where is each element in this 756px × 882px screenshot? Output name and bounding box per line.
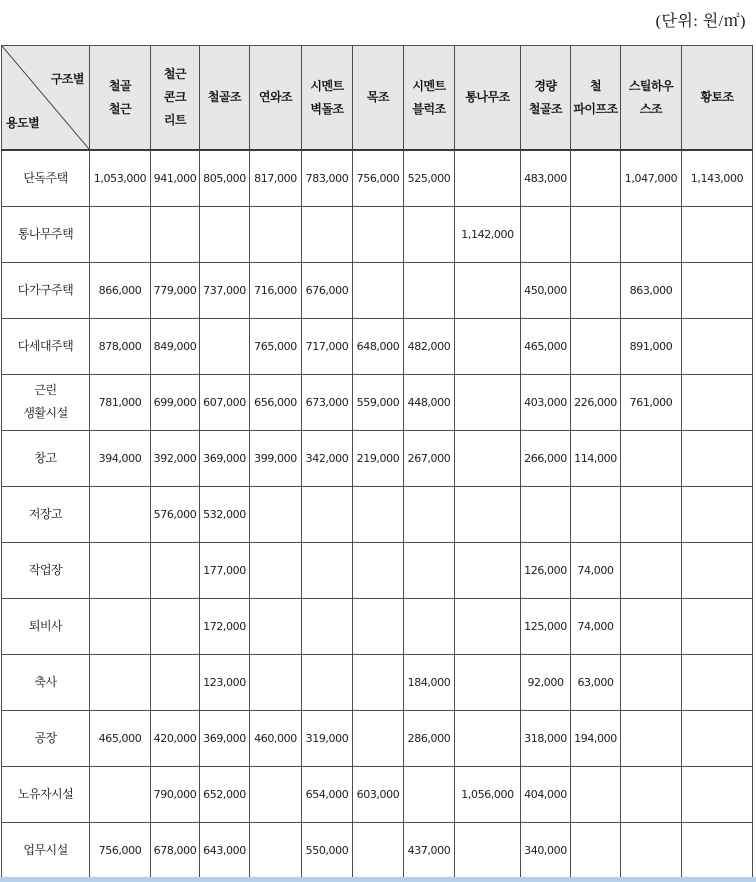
column-header-steel-house: 스틸하우 스조 [621,46,682,151]
table-row [2,542,753,598]
value-cell [571,262,621,318]
value-cell: 404,000 [521,766,571,822]
value-cell [353,486,404,542]
value-cell [455,598,521,654]
value-cell [571,486,621,542]
value-cell: 74,000 [571,598,621,654]
value-cell: 1,053,000 [90,150,151,206]
column-header-tongnamujo: 통나무조 [455,46,521,151]
value-cell: 286,000 [404,710,455,766]
table-row [2,486,753,542]
bottom-window-strip [0,877,756,882]
unit-label: (단위: 원/㎡) [655,13,746,30]
value-cell: 450,000 [521,262,571,318]
value-cell [621,654,682,710]
table-row [2,206,753,262]
value-cell: 783,000 [302,150,353,206]
value-cell [302,486,353,542]
value-cell [621,542,682,598]
value-cell: 369,000 [200,430,250,486]
value-cell [302,598,353,654]
value-cell [571,766,621,822]
value-cell: 673,000 [302,374,353,430]
value-cell [455,710,521,766]
column-header-cheolgol-cheolgeun: 철골 철근 [90,46,151,151]
value-cell: 318,000 [521,710,571,766]
value-cell: 194,000 [571,710,621,766]
value-cell: 676,000 [302,262,353,318]
value-cell: 125,000 [521,598,571,654]
value-cell [353,654,404,710]
table-row [2,150,753,206]
value-cell: 114,000 [571,430,621,486]
table-row [2,766,753,822]
value-cell: 437,000 [404,822,455,878]
value-cell: 267,000 [404,430,455,486]
table-row [2,374,753,430]
value-cell [682,542,753,598]
row-label: 작업장 [2,542,90,598]
value-cell [571,822,621,878]
value-cell [521,486,571,542]
value-cell: 460,000 [250,710,302,766]
value-cell [90,654,151,710]
column-header-row [2,46,753,151]
column-header-mokjo: 목조 [353,46,404,151]
value-cell [621,598,682,654]
value-cell [404,542,455,598]
row-label: 퇴비사 [2,598,90,654]
row-label: 업무시설 [2,822,90,878]
value-cell [151,598,200,654]
corner-structure-label: 구조별 [50,72,84,86]
row-label: 근린 생활시설 [2,374,90,430]
value-cell: 465,000 [90,710,151,766]
value-cell [250,822,302,878]
value-cell: 369,000 [200,710,250,766]
value-cell [455,486,521,542]
value-cell [455,318,521,374]
value-cell: 172,000 [200,598,250,654]
value-cell: 878,000 [90,318,151,374]
value-cell [90,542,151,598]
value-cell [521,206,571,262]
value-cell: 737,000 [200,262,250,318]
column-header-steel-pipe: 철 파이프조 [571,46,621,151]
value-cell [682,654,753,710]
table-row [2,822,753,878]
value-cell: 126,000 [521,542,571,598]
value-cell: 699,000 [151,374,200,430]
value-cell [404,486,455,542]
value-cell: 319,000 [302,710,353,766]
value-cell [353,206,404,262]
value-cell [353,598,404,654]
value-cell [455,150,521,206]
value-cell [621,766,682,822]
column-header-cement-brick: 시멘트 벽돌조 [302,46,353,151]
value-cell [353,710,404,766]
value-cell: 656,000 [250,374,302,430]
value-cell: 420,000 [151,710,200,766]
value-cell: 1,142,000 [455,206,521,262]
value-cell: 1,047,000 [621,150,682,206]
value-cell [302,206,353,262]
value-cell: 866,000 [90,262,151,318]
value-cell: 532,000 [200,486,250,542]
value-cell: 716,000 [250,262,302,318]
value-cell [151,542,200,598]
value-cell: 849,000 [151,318,200,374]
value-cell: 756,000 [90,822,151,878]
row-label: 다가구주택 [2,262,90,318]
value-cell [250,766,302,822]
value-cell [682,766,753,822]
value-cell [455,262,521,318]
table-row [2,654,753,710]
value-cell [302,654,353,710]
value-cell [571,318,621,374]
value-cell [250,542,302,598]
value-cell: 177,000 [200,542,250,598]
column-header-cheolgeun-concrete: 철근 콘크 리트 [151,46,200,151]
value-cell [621,822,682,878]
value-cell: 559,000 [353,374,404,430]
row-label: 공장 [2,710,90,766]
row-label: 저장고 [2,486,90,542]
value-cell: 226,000 [571,374,621,430]
value-cell [455,654,521,710]
value-cell [571,206,621,262]
value-cell: 603,000 [353,766,404,822]
value-cell: 765,000 [250,318,302,374]
row-label: 단독주택 [2,150,90,206]
row-label: 축사 [2,654,90,710]
value-cell: 448,000 [404,374,455,430]
value-cell [621,206,682,262]
value-cell [302,542,353,598]
value-cell: 123,000 [200,654,250,710]
value-cell [90,598,151,654]
value-cell: 607,000 [200,374,250,430]
row-label: 통나무주택 [2,206,90,262]
value-cell [682,486,753,542]
corner-cell [2,46,90,151]
corner-usage-label: 용도별 [6,116,40,131]
value-cell [250,654,302,710]
value-cell: 465,000 [521,318,571,374]
value-cell [353,542,404,598]
value-cell [682,598,753,654]
value-cell: 717,000 [302,318,353,374]
value-cell: 482,000 [404,318,455,374]
value-cell: 648,000 [353,318,404,374]
value-cell: 394,000 [90,430,151,486]
value-cell [455,822,521,878]
column-header-cheolgoljo: 철골조 [200,46,250,151]
value-cell [404,262,455,318]
value-cell: 483,000 [521,150,571,206]
row-label: 다세대주택 [2,318,90,374]
value-cell: 652,000 [200,766,250,822]
value-cell: 790,000 [151,766,200,822]
value-cell: 756,000 [353,150,404,206]
value-cell [621,710,682,766]
value-cell: 805,000 [200,150,250,206]
column-header-yeonwajo: 연와조 [250,46,302,151]
value-cell: 863,000 [621,262,682,318]
value-cell: 678,000 [151,822,200,878]
value-cell: 340,000 [521,822,571,878]
value-cell: 399,000 [250,430,302,486]
value-cell [404,766,455,822]
column-header-hwangtojo: 황토조 [682,46,753,151]
value-cell: 654,000 [302,766,353,822]
value-cell: 63,000 [571,654,621,710]
building-cost-table [1,45,753,879]
value-cell: 781,000 [90,374,151,430]
value-cell [404,206,455,262]
value-cell [200,206,250,262]
value-cell: 891,000 [621,318,682,374]
value-cell: 1,143,000 [682,150,753,206]
value-cell [682,374,753,430]
value-cell: 184,000 [404,654,455,710]
value-cell [682,262,753,318]
table-row [2,598,753,654]
table-row [2,262,753,318]
value-cell: 576,000 [151,486,200,542]
value-cell [682,822,753,878]
value-cell [455,542,521,598]
value-cell [682,206,753,262]
table-row [2,430,753,486]
column-header-cement-block: 시멘트 블럭조 [404,46,455,151]
value-cell [90,766,151,822]
value-cell: 525,000 [404,150,455,206]
value-cell: 761,000 [621,374,682,430]
value-cell [90,206,151,262]
value-cell: 1,056,000 [455,766,521,822]
value-cell [455,430,521,486]
value-cell: 342,000 [302,430,353,486]
value-cell [250,486,302,542]
value-cell: 779,000 [151,262,200,318]
value-cell [250,206,302,262]
value-cell: 550,000 [302,822,353,878]
value-cell: 74,000 [571,542,621,598]
value-cell [621,430,682,486]
value-cell: 266,000 [521,430,571,486]
table-row [2,710,753,766]
value-cell: 643,000 [200,822,250,878]
value-cell: 817,000 [250,150,302,206]
value-cell [200,318,250,374]
column-header-light-steel: 경량 철골조 [521,46,571,151]
value-cell [455,374,521,430]
row-label: 노유자시설 [2,766,90,822]
value-cell [151,654,200,710]
value-cell: 941,000 [151,150,200,206]
value-cell [353,262,404,318]
value-cell [404,598,455,654]
value-cell [250,598,302,654]
value-cell: 92,000 [521,654,571,710]
value-cell [682,318,753,374]
row-label: 창고 [2,430,90,486]
value-cell [682,710,753,766]
value-cell [571,150,621,206]
table-row [2,318,753,374]
value-cell [621,486,682,542]
value-cell [90,486,151,542]
value-cell: 392,000 [151,430,200,486]
value-cell [151,206,200,262]
value-cell [682,430,753,486]
value-cell [353,822,404,878]
value-cell: 219,000 [353,430,404,486]
value-cell: 403,000 [521,374,571,430]
